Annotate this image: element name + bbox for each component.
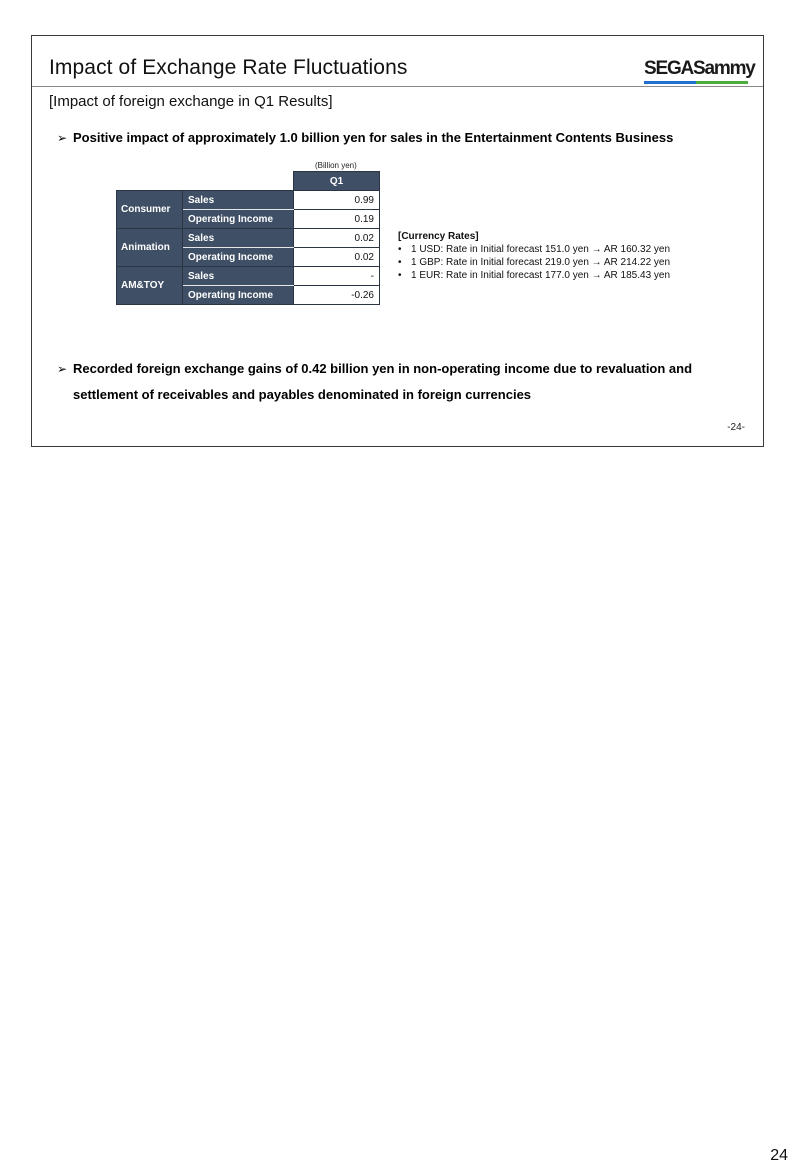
fx-impact-table bbox=[116, 171, 380, 305]
page-number: 24 bbox=[770, 1147, 788, 1164]
slide-subtitle: [Impact of foreign exchange in Q1 Results] bbox=[49, 93, 333, 110]
bullet-fx-gains bbox=[57, 356, 697, 408]
item-label: Sales bbox=[183, 267, 294, 286]
rate-gbp: 1 GBP: Rate in Initial forecast 219.0 yen → AR 214.22 yen bbox=[411, 257, 671, 268]
value-cell: - bbox=[294, 267, 380, 286]
value-cell: -0.26 bbox=[294, 286, 380, 305]
bullet-dot-icon: • bbox=[398, 270, 402, 281]
logo-text: SEGASammy bbox=[644, 58, 755, 79]
segment-label: Consumer bbox=[117, 191, 183, 229]
arrow-bullet-icon: ➢ bbox=[57, 131, 68, 145]
item-label: Sales bbox=[183, 191, 294, 210]
list-item bbox=[398, 243, 670, 256]
segasammy-logo bbox=[644, 58, 755, 84]
bullet-sales-impact-text: Positive impact of approximately 1.0 billion yen for sales in the Entertainment Contents Business bbox=[73, 130, 674, 145]
item-label: Operating Income bbox=[183, 286, 294, 305]
table-row bbox=[117, 267, 380, 286]
bullet-fx-gains-text: Recorded foreign exchange gains of 0.42 billion yen in non-operating income due to revaluation and settlement of receivables and payables denominated in foreign currencies bbox=[73, 361, 693, 402]
item-label: Operating Income bbox=[183, 210, 294, 229]
list-item bbox=[398, 256, 670, 269]
slide-frame bbox=[31, 35, 764, 447]
slide-page-number: -24- bbox=[727, 422, 745, 433]
column-header-q1: Q1 bbox=[294, 172, 380, 191]
bullet-dot-icon: • bbox=[398, 244, 402, 255]
value-cell: 0.99 bbox=[294, 191, 380, 210]
bullet-sales-impact bbox=[57, 125, 673, 151]
table-row bbox=[117, 191, 380, 210]
arrow-bullet-icon: ➢ bbox=[57, 362, 68, 376]
list-item bbox=[398, 269, 670, 282]
slide-title: Impact of Exchange Rate Fluctuations bbox=[49, 56, 408, 79]
currency-rates-heading: [Currency Rates] bbox=[398, 231, 479, 242]
segment-label: AM&TOY bbox=[117, 267, 183, 305]
currency-rates-block bbox=[398, 230, 670, 282]
value-cell: 0.02 bbox=[294, 229, 380, 248]
value-cell: 0.19 bbox=[294, 210, 380, 229]
value-cell: 0.02 bbox=[294, 248, 380, 267]
rate-usd: 1 USD: Rate in Initial forecast 151.0 yen → AR 160.32 yen bbox=[411, 244, 671, 255]
bullet-dot-icon: • bbox=[398, 257, 402, 268]
table-row bbox=[117, 229, 380, 248]
item-label: Operating Income bbox=[183, 248, 294, 267]
table-unit-label: (Billion yen) bbox=[315, 161, 357, 170]
rate-eur: 1 EUR: Rate in Initial forecast 177.0 yen → AR 185.43 yen bbox=[411, 270, 671, 281]
title-divider bbox=[32, 86, 763, 87]
segment-label: Animation bbox=[117, 229, 183, 267]
item-label: Sales bbox=[183, 229, 294, 248]
table-header-row bbox=[117, 172, 380, 191]
logo-underline bbox=[644, 81, 748, 84]
